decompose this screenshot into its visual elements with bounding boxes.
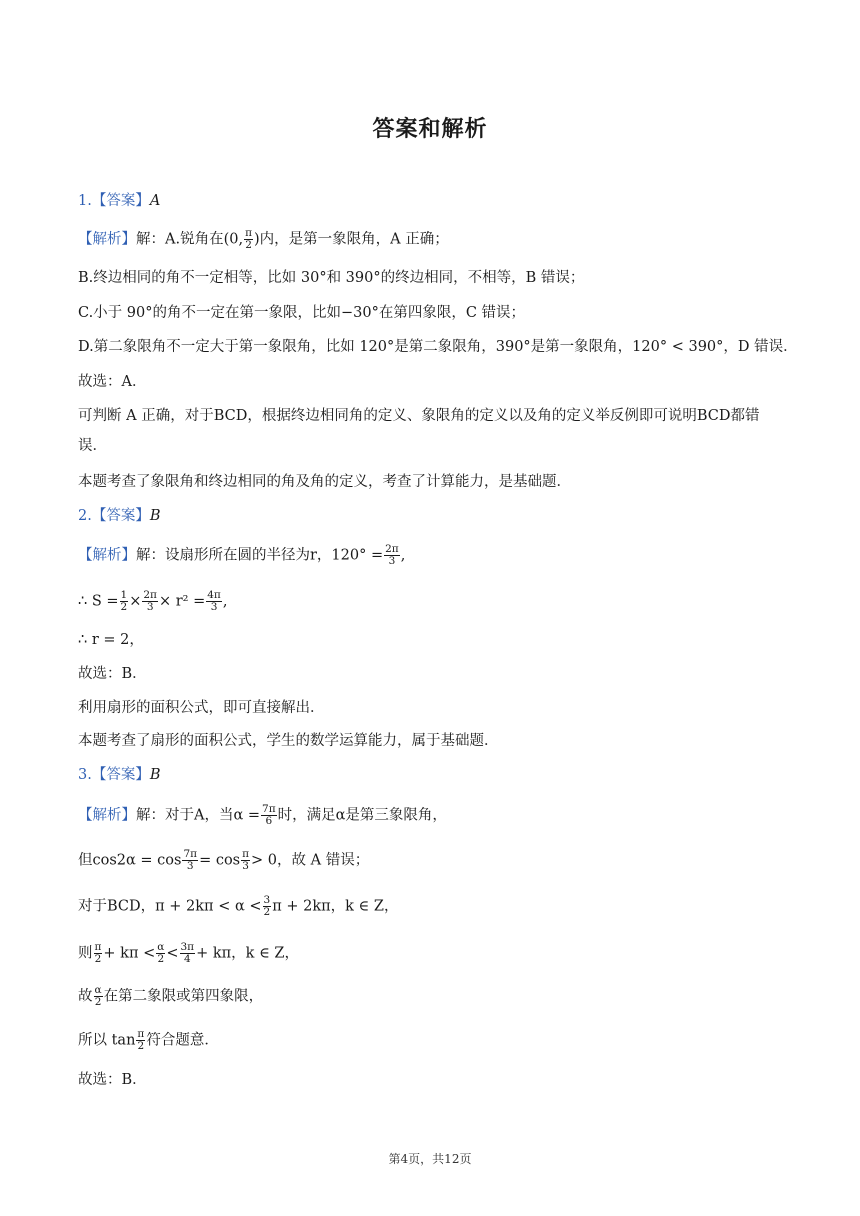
q3-l2-fraction-2: [241, 849, 250, 872]
fraction-denominator: 4: [183, 953, 191, 965]
q3-line-2: [78, 849, 788, 872]
fraction-denominator: 2: [137, 1040, 145, 1052]
fraction-numerator: α: [157, 941, 165, 953]
q1-answer-tag: 【答案】: [91, 193, 150, 209]
fraction-numerator: 7π: [183, 848, 198, 860]
fraction-denominator: 3: [146, 601, 154, 613]
q3-answer-tag: 【答案】: [91, 767, 150, 783]
q3-l2-mid: = cos: [199, 852, 241, 869]
q3-number: 3.: [78, 767, 92, 783]
fraction-denominator: 3: [242, 860, 249, 872]
q1-answer-value: A: [149, 193, 161, 209]
fraction-numerator: α: [94, 984, 102, 996]
q3-l4-mid-2: <: [166, 945, 179, 962]
fraction-numerator: 7π: [262, 803, 276, 815]
q3-l4-mid-1: + kπ <: [103, 945, 156, 962]
q3-l1-pre: 解：对于A，当α =: [136, 807, 261, 824]
q3-answer-line: [78, 765, 788, 785]
fraction-numerator: 3: [263, 894, 271, 906]
q3-l6-fraction: [136, 1029, 145, 1052]
q2-l2-post: ,: [222, 593, 228, 610]
q1-number: 1.: [78, 193, 92, 209]
q3-line-6: [78, 1029, 788, 1052]
q1-a-pre: 解：A.锐角在(0,: [136, 231, 244, 248]
q2-line-1: [78, 544, 788, 567]
q1-analysis-tag: 【解析】: [78, 231, 136, 248]
q1-c-line: C.小于 90°的角不一定在第一象限，比如−30°在第四象限，C 错误；: [78, 305, 526, 321]
q2-summary: 本题考查了扇形的面积公式，学生的数学运算能力，属于基础题．: [78, 733, 499, 749]
q2-l2-fraction-2: [142, 590, 158, 613]
q3-l2-pre: 但cos2α = cos: [78, 852, 182, 869]
q1-d-line: D.第二象限角不一定大于第一象限角，比如 120°是第二象限角，390°是第一象限角，120° < 390°，D 错误．: [78, 339, 798, 355]
fraction-numerator: 1: [120, 589, 128, 601]
q3-l5-post: 在第二象限或第四象限，: [103, 988, 264, 1005]
q3-line-5: [78, 985, 788, 1008]
fraction-denominator: 2: [94, 996, 102, 1008]
q3-l4-fraction-1: [94, 942, 103, 965]
q3-l3-post: π + 2kπ，k ∈ Z，: [272, 898, 399, 915]
q3-l3-pre: 对于BCD，π + 2kπ < α <: [78, 898, 262, 915]
q2-l1-post: ,: [400, 547, 406, 564]
q3-l6-post: 符合题意．: [146, 1032, 219, 1049]
q3-l4-post: + kπ，k ∈ Z，: [196, 945, 299, 962]
q1-analysis-line-a: [78, 228, 788, 251]
q3-answer-value: B: [149, 767, 161, 783]
fraction-numerator: 3π: [180, 941, 195, 953]
fraction-denominator: 3: [210, 601, 218, 613]
q2-answer-value: B: [149, 508, 161, 524]
q1-a-fraction: [244, 228, 253, 251]
fraction-denominator: 2: [157, 953, 165, 965]
q3-l2-post: > 0，故 A 错误；: [251, 852, 370, 869]
q1-answer-line: [78, 191, 788, 211]
q2-line-2: [78, 590, 788, 613]
q2-l2-fraction-3: [206, 590, 222, 613]
q1-summary: 本题考查了象限角和终边相同的角及角的定义，考查了计算能力，是基础题．: [78, 474, 571, 490]
q1-a-post: )内，是第一象限角，A 正确；: [253, 231, 449, 248]
q2-l1-pre: 解：设扇形所在圆的半径为r，120° =: [136, 547, 384, 564]
q1-note-line-2: 误．: [78, 438, 107, 454]
q3-choice: 故选：B．: [78, 1072, 147, 1088]
q3-l4-fraction-2: [156, 942, 165, 965]
q2-number: 2.: [78, 508, 92, 524]
q1-note-line-1: 可判断 A 正确，对于BCD，根据终边相同角的定义、象限角的定义以及角的定义举反例即可说明BCD都错: [78, 408, 760, 424]
q3-line-4: [78, 942, 788, 965]
q2-l2-fraction-1: [120, 590, 129, 613]
fraction-numerator: π: [137, 1028, 145, 1040]
q1-b-line: B.终边相同的角不一定相等，比如 30°和 390°的终边相同，不相等，B 错误；: [78, 270, 585, 286]
page-title: 答案和解析: [372, 117, 488, 142]
q3-l6-pre: 所以 tan: [78, 1032, 136, 1049]
q2-l2-pre: ∴ S =: [78, 593, 119, 610]
fraction-denominator: 3: [186, 860, 194, 872]
q3-l1-post: 时，满足α是第三象限角，: [277, 807, 447, 824]
q2-analysis-tag: 【解析】: [78, 547, 136, 564]
q3-l3-fraction: [263, 895, 272, 918]
q3-line-3: [78, 895, 788, 918]
fraction-numerator: π: [94, 941, 102, 953]
fraction-numerator: π: [242, 848, 250, 860]
fraction-denominator: 6: [265, 815, 273, 827]
fraction-denominator: 2: [263, 906, 271, 918]
q3-l5-pre: 故: [78, 988, 93, 1005]
q3-l5-fraction: [94, 985, 103, 1008]
q3-line-1: [78, 804, 788, 827]
fraction-numerator: 2π: [143, 589, 157, 601]
q2-answer-tag: 【答案】: [91, 508, 150, 524]
q2-note: 利用扇形的面积公式，即可直接解出．: [78, 700, 325, 716]
fraction-numerator: 2π: [385, 543, 399, 555]
q3-analysis-tag: 【解析】: [78, 807, 136, 824]
fraction-denominator: 2: [245, 239, 252, 251]
q3-l4-fraction-3: [180, 942, 196, 965]
q3-l4-pre: 则: [78, 945, 93, 962]
fraction-numerator: π: [245, 227, 252, 239]
q2-choice: 故选：B．: [78, 666, 147, 682]
q3-l2-fraction-1: [182, 849, 198, 872]
page-footer: 第4页，共12页: [388, 1152, 472, 1166]
q2-line-3: ∴ r = 2，: [78, 632, 144, 648]
q2-l2-times: ×: [129, 593, 142, 610]
q2-l2-mid: × r² =: [158, 593, 206, 610]
fraction-numerator: 4π: [207, 589, 221, 601]
q2-answer-line: [78, 506, 788, 526]
fraction-denominator: 3: [388, 555, 396, 567]
q3-l1-fraction: [261, 804, 277, 827]
fraction-denominator: 2: [94, 953, 102, 965]
q2-l1-fraction: [384, 544, 400, 567]
fraction-denominator: 2: [120, 601, 128, 613]
q1-choice: 故选：A．: [78, 374, 147, 390]
